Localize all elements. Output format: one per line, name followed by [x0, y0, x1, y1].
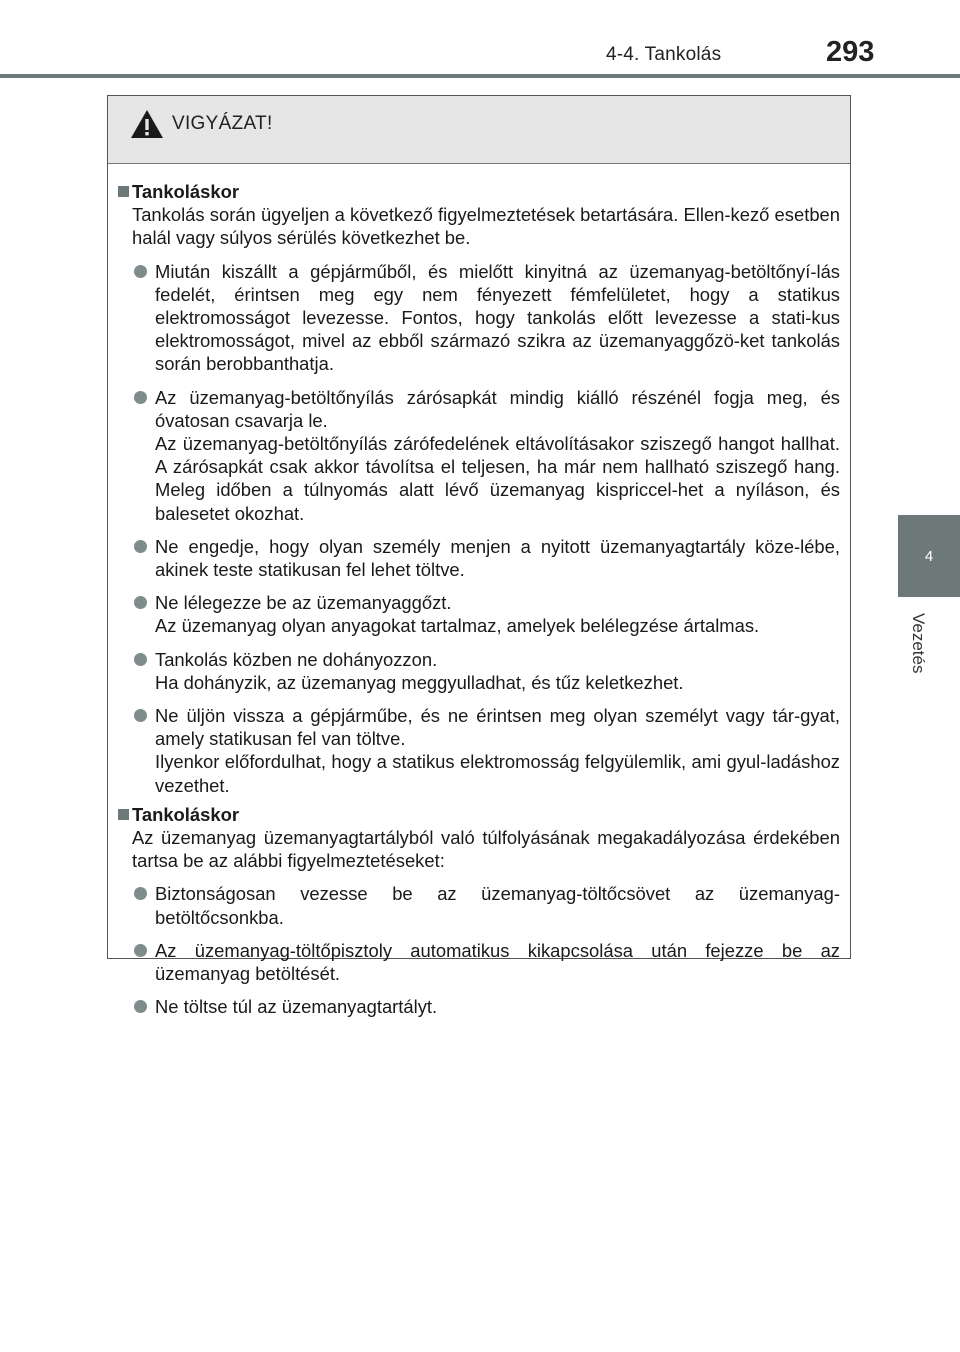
list-item: Tankolás közben ne dohányozzon. Ha dohányzik, az üzemanyag meggyulladhat, és tűz keletkezhet. — [120, 648, 840, 694]
list-item: Ne üljön vissza a gépjárműbe, és ne érintsen meg olyan személyt vagy tár-gyat, amely statikusan fel van töltve. Ilyenkor előfordulhat, hogy a statikus elektromosság felgyülemlik, ami gyul-ladáshoz vezethet. — [120, 704, 840, 797]
list-item: Ne engedje, hogy olyan személy menjen a nyitott üzemanyagtartály köze-lébe, akinek teste statikusan fel lehet töltve. — [120, 535, 840, 581]
chapter-label: Vezetés — [909, 612, 928, 674]
section-heading: Tankoláskor — [120, 180, 840, 203]
round-bullet-icon — [134, 1000, 147, 1013]
section-heading: Tankoláskor — [120, 803, 840, 826]
section-intro: Az üzemanyag üzemanyagtartályból való túlfolyásának megakadályozása érdekében tartsa be az alábbi figyelmeztetéseket: — [132, 827, 840, 872]
round-bullet-icon — [134, 391, 147, 404]
list-item: Ne töltse túl az üzemanyagtartályt. — [120, 995, 840, 1018]
caution-box — [107, 95, 851, 1018]
section-intro: Tankolás során ügyeljen a következő figyelmeztetések betartására. Ellen-kező esetben halál vagy súlyos sérülés következhet be. — [132, 204, 840, 249]
square-bullet-icon — [118, 186, 129, 197]
list-item: Biztonságosan vezesse be az üzemanyag-töltőcsövet az üzemanyag-betöltőcsonkba. — [120, 882, 840, 928]
caution-header — [108, 96, 850, 164]
page-number: 293 — [826, 36, 875, 68]
list-item: Az üzemanyag-töltőpisztoly automatikus kikapcsolása után fejezze be az üzemanyag betöltését. — [120, 939, 840, 985]
caution-title: VIGYÁZAT! — [172, 113, 273, 134]
chapter-tab[interactable] — [898, 515, 960, 597]
warning-triangle-icon — [129, 108, 165, 140]
section-title: 4-4. Tankolás — [606, 44, 722, 65]
list-item: Ne lélegezze be az üzemanyaggőzt. Az üzemanyag olyan anyagokat tartalmaz, amelyek belélegzése ártalmas. — [120, 591, 840, 637]
caution-content — [108, 180, 850, 1019]
chapter-number: 4 — [924, 547, 934, 565]
round-bullet-icon — [134, 540, 147, 553]
round-bullet-icon — [134, 887, 147, 900]
round-bullet-icon — [134, 265, 147, 278]
round-bullet-icon — [134, 653, 147, 666]
list-item: Miután kiszállt a gépjárműből, és mielőtt kinyitná az üzemanyag-betöltőnyí-lás fedelét, érintsen meg egy nem fényezett fémfelületet, hogy a statikus elektromosságot levezesse. Fontos, hogy tankolás előtt levezesse a stati-kus elektromosságot, mivel az ebből származó szikra az üzemanyaggőzö-ket tankolás során berobbanthatja. — [120, 260, 840, 376]
round-bullet-icon — [134, 709, 147, 722]
square-bullet-icon — [118, 809, 129, 820]
list-item: Az üzemanyag-betöltőnyílás zárósapkát mindig kiálló részénél fogja meg, és óvatosan csavarja le. Az üzemanyag-betöltőnyílás zárófedelének eltávolításakor sziszegő hangot hallhat. A zárósapkát csak akkor távolítsa el teljesen, ha már nem hallható sziszegő hang. Meleg időben a túlnyomás alatt lévő üzemanyag kispriccel-het a nyíláson, és balesetet okozhat. — [120, 386, 840, 525]
round-bullet-icon — [134, 944, 147, 957]
round-bullet-icon — [134, 596, 147, 609]
header-rule — [0, 74, 960, 78]
